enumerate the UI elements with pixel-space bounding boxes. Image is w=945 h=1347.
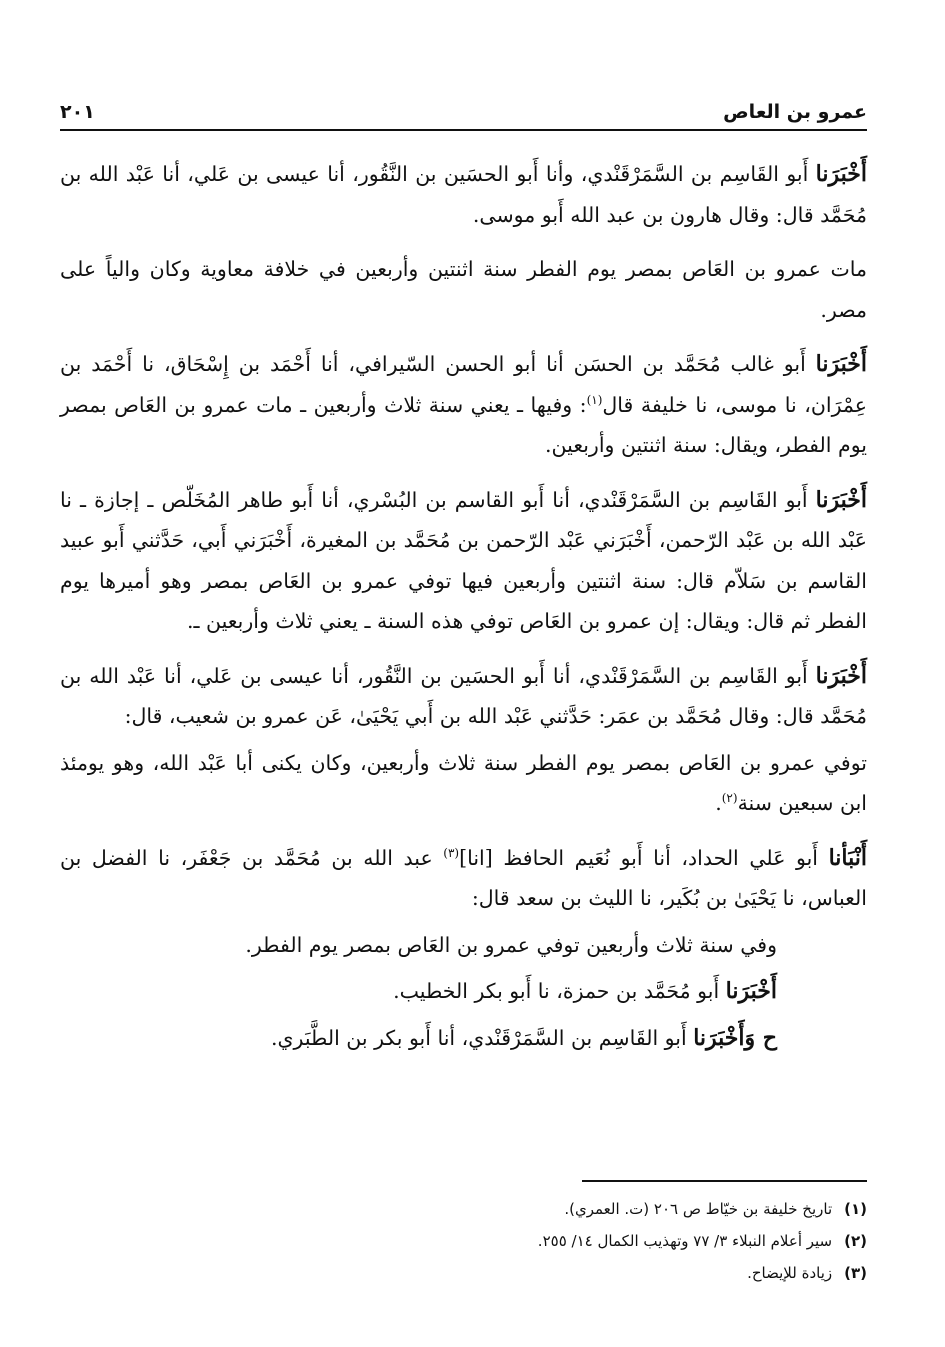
footnote [200, 1193, 867, 1225]
footnote-number: (٢) [844, 1232, 867, 1250]
footnote-text: زيادة للإيضاح. [747, 1264, 833, 1282]
indented-line [60, 925, 777, 966]
isnad-lead: أَخْبَرَنا [815, 161, 867, 187]
paragraph-text: : وفيها ـ يعني سنة ثلاث وأربعين ـ مات عمرو بن العَاص بمصر يوم الفطر، ويقال: سنة اثنتين وأربعين. [60, 392, 867, 457]
paragraph-text: مات عمرو بن العَاص بمصر يوم الفطر سنة اثنتين وأربعين في خلافة معاوية وكان والياً على مصر. [60, 257, 867, 322]
paragraph-text: توفي عمرو بن العَاص بمصر يوم الفطر سنة ثلاث وأربعين، وكان يكنى أبا عَبْد الله، وهو يومئذ ابن سبعين سنة [60, 750, 867, 815]
paragraph-text: أَبو القَاسِم بن السَّمَرْقَنْدي، أنا أَبو بكر بن الطَّبَري. [270, 1025, 694, 1050]
footnote-text: تاريخ خليفة بن خيّاط ص ٢٠٦ (ت. العمري). [564, 1200, 833, 1218]
paragraph-text: . [715, 791, 722, 815]
footnote [200, 1257, 867, 1289]
paragraph-text: أَبو القَاسِم بن السَّمَرْقَنْدي، أنا أَبو الحسَين بن النَّقُور، أنا عيسى بن عَلي، أنا عَبْد الله بن مُحَمَّد قال: وقال مُحَمَّد بن عمَر: حَدَّثني عَبْد الله بن أَبي يَحْيَىٰ، عَن عمرو بن شعيب، قال: [60, 663, 867, 728]
paragraph [60, 743, 867, 824]
main-text [60, 154, 867, 1064]
paragraph [60, 656, 867, 737]
page-number: ٢٠١ [60, 101, 95, 123]
isnad-lead: أَخْبَرَنا [815, 351, 867, 377]
paragraph-text: عبد الله بن مُحَمَّد بن جَعْفَر، نا الفضل بن العباس، نا يَحْيَىٰ بن بُكَير، نا الليث بن سعد قال: [60, 845, 867, 910]
paragraph [60, 249, 867, 330]
paragraph [60, 480, 867, 642]
isnad-lead: ح وَأَخْبَرَنا [693, 1024, 777, 1051]
footnote-divider [582, 1180, 867, 1182]
footnotes [200, 1193, 867, 1289]
footnote-ref[interactable]: (٢) [721, 791, 738, 806]
isnad-lead: أَنْبَأنا [828, 844, 867, 871]
header-title: عمرو بن العاص [723, 101, 867, 123]
paragraph [60, 344, 867, 466]
footnote [200, 1225, 867, 1257]
paragraph-text: أَبو القَاسِم بن السَّمَرْقَنْدي، أنا أَبو القاسم بن البُسْري، أنا أَبو طاهر المُخَلّص ـ إجازة ـ نا عَبْد الله بن عَبْد الرّحمن، أَخْبَرَني عَبْد الرّحمن بن مُحَمَّد بن المغيرة، أَخْبَرَني أَبي، حَدَّثني أَبو عبيد القاسم بن سَلاّم قال: سنة اثنتين وأربعين فيها توفي عمرو بن العَاص بمصر وهو أميرها يوم الفطر ثم قال: ويقال: إن عمرو بن العَاص توفي هذه السنة ـ يعني ثلاث وأربعين ـ. [60, 487, 867, 633]
indented-line [60, 1018, 777, 1059]
paragraph [60, 838, 867, 919]
paragraph [60, 154, 867, 235]
isnad-lead: أَخْبَرَنا [725, 978, 777, 1004]
paragraph-text: أَبو غالب مُحَمَّد بن الحسَن أنا أبو الحسن السّيرافي، أنا أَحْمَد بن إِسْحَاق، نا أَحْمَد بن عِمْرَان، نا موسى، نا خليفة قال [60, 352, 867, 417]
indented-line [60, 971, 777, 1012]
footnote-ref[interactable]: (١) [586, 392, 603, 407]
paragraph-text: أَبو مُحَمَّد بن حمزة، نا أَبو بكر الخطيب. [393, 979, 726, 1003]
footnote-number: (١) [844, 1200, 867, 1218]
footnote-ref[interactable]: (٣) [443, 845, 460, 860]
footnote-text: سير أعلام النبلاء ٣/ ٧٧ وتهذيب الكمال ١٤/ ٢٥٥. [537, 1232, 833, 1250]
paragraph-text: أَبو عَلي الحداد، أنا أَبو نُعَيم الحافظ [انا] [459, 845, 829, 870]
footnote-number: (٣) [844, 1264, 867, 1282]
isnad-lead: أَخْبَرَنا [815, 662, 867, 689]
indented-block [60, 925, 867, 1059]
paragraph-text: وفي سنة ثلاث وأربعين توفي عمرو بن العَاص بمصر يوم الفطر. [245, 932, 777, 957]
running-header [60, 95, 867, 131]
paragraph-text: أَبو القَاسِم بن السَّمَرْقَنْدي، وأنا أَبو الحسَين بن النَّقُور، أنا عيسى بن عَلي، أنا عَبْد الله بن مُحَمَّد قال: وقال هارون بن عبد الله أَبو موسى. [60, 162, 867, 227]
isnad-lead: أَخْبَرَنا [815, 486, 867, 513]
